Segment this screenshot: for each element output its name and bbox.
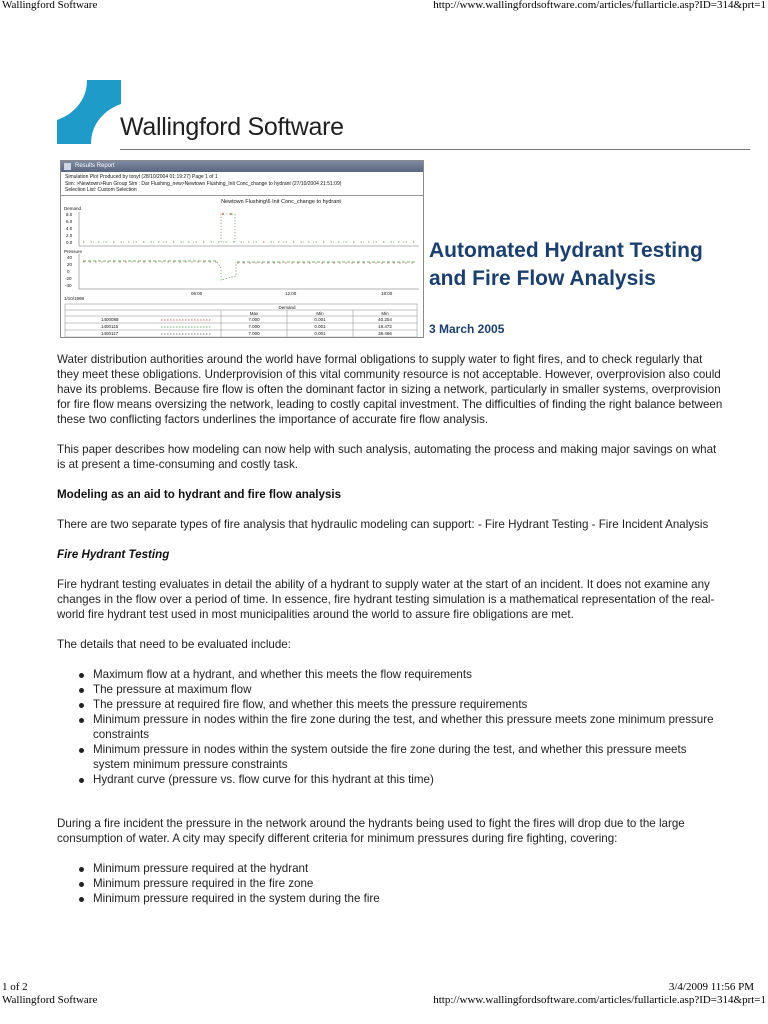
wallingford-logo [57, 80, 121, 144]
paragraph: There are two separate types of fire analysis that hydraulic modeling can support: - Fire Hydrant Testing - Fire Incident Analysis [57, 518, 709, 531]
list-item: Maximum flow at a hydrant, and whether this meets the flow requirements [79, 667, 725, 682]
table-col-header: Min [381, 311, 389, 316]
screenshot-chart [61, 196, 424, 338]
demand-tick: 4.0 [66, 226, 73, 231]
list-item: The pressure at maximum flow [79, 682, 725, 697]
print-footer-timestamp: 3/4/2009 11:56 PM [668, 981, 754, 993]
pressure-tick: 40 [67, 255, 73, 260]
pressure-tick: 20 [67, 262, 73, 267]
header-divider [120, 149, 750, 150]
table-row-id: 1400115 [101, 324, 119, 329]
screenshot-window-title: Results Report [61, 161, 423, 172]
list-item: Hydrant curve (pressure vs. flow curve for this hydrant at this time) [79, 772, 725, 787]
table-cell: 0.001 [314, 317, 326, 322]
criteria-list [79, 861, 725, 906]
list-item: Minimum pressure required at the hydrant [79, 861, 725, 876]
pressure-tick: -20 [65, 276, 72, 281]
list-item: The pressure at required fire flow, and whether this meets the pressure requirements [79, 697, 725, 712]
print-footer-page: 1 of 2 [2, 981, 28, 993]
details-list [79, 667, 725, 787]
table-cell: 7.000 [248, 317, 260, 322]
x-tick: 12:00 [285, 291, 297, 296]
table-col-header: Min [316, 311, 324, 316]
table-cell: 38.466 [378, 331, 392, 336]
demand-axis-label: Demand [64, 206, 82, 211]
brand-name[interactable]: Wallingford Software [120, 113, 344, 141]
table-row-id: 1400117 [101, 331, 119, 336]
demand-tick: 8.0 [66, 212, 73, 217]
demand-tick: 0.0 [66, 240, 73, 245]
list-item: Minimum pressure in nodes within the fire zone during the test, and whether this pressure meets zone minimum pressure constraints [79, 712, 725, 742]
pressure-axis-label: Pressure [64, 249, 83, 254]
screenshot-info [61, 172, 423, 196]
screenshot-chart-title: Newtown Flushing\6 Init Conc_change to hydrant [221, 199, 341, 205]
table-cell: 19.472 [378, 324, 392, 329]
table-group-header: Demand [278, 305, 296, 310]
article-title: Automated Hydrant Testing and Fire Flow Analysis [429, 239, 703, 290]
screenshot-info-line: Sim: >Newtown>Run Group Sim : Dar Flushing_new>Newtown Flushing_Init Conc_change to hydrant (27/10/2004 21:51:09) [65, 180, 342, 187]
table-col-header: Max [249, 311, 259, 316]
table-cell: 7.000 [248, 331, 260, 336]
list-item: Minimum pressure in nodes within the system outside the fire zone during the test, and whether this pressure meets system minimum pressure constraints [79, 742, 725, 772]
screenshot-info-line: Simulation Plot Produced by tonyt (28/10/2004 01:19:27) Page 1 of 1 [65, 174, 218, 180]
article-date: 3 March 2005 [429, 322, 505, 336]
print-footer-site: Wallingford Software [2, 994, 98, 1006]
print-header-url[interactable]: http://www.wallingfordsoftware.com/articles/fullarticle.asp?ID=314&prt=1 [433, 0, 766, 11]
x-tick: 06:00 [191, 291, 203, 296]
table-row-id: 1400088 [101, 317, 119, 322]
screenshot-info-line: Selection List: Custom Selection [65, 187, 137, 193]
x-tick: 18:00 [381, 291, 393, 296]
list-item: Minimum pressure required in the system during the fire [79, 891, 725, 906]
section-heading: Modeling as an aid to hydrant and fire flow analysis [57, 488, 342, 501]
print-header-site: Wallingford Software [2, 0, 98, 11]
table-cell: 40.254 [378, 317, 392, 322]
print-footer-url[interactable]: http://www.wallingfordsoftware.com/articles/fullarticle.asp?ID=314&prt=1 [433, 994, 766, 1006]
paragraph: Fire hydrant testing evaluates in detail the ability of a hydrant to supply water at the start of an incident. It does not examine any changes in the flow over a period of time. In essence, fire hydrant testing simulation is a mathematical representation of the real-world fire hydrant test used in most municipalities around the world to assure fire obligations are met. [57, 578, 715, 621]
paragraph: This paper describes how modeling can now help with such analysis, automating the process and making major savings on what is at present a time-consuming and costly task. [57, 443, 717, 471]
x-date: 1/10/1998 [64, 296, 85, 301]
demand-tick: 2.0 [66, 233, 73, 238]
results-report-screenshot [60, 160, 424, 338]
list-item: Minimum pressure required in the fire zone [79, 876, 725, 891]
paragraph: The details that need to be evaluated include: [57, 638, 291, 651]
pressure-tick: -40 [65, 283, 72, 288]
table-cell: 0.001 [314, 331, 326, 336]
table-cell: 0.001 [314, 324, 326, 329]
demand-tick: 6.0 [66, 219, 73, 224]
article-body [57, 352, 725, 921]
subsection-heading: Fire Hydrant Testing [57, 548, 170, 561]
table-cell: 7.000 [248, 324, 260, 329]
paragraph: During a fire incident the pressure in the network around the hydrants being used to fight the fires will drop due to the large consumption of water. A city may specify different criteria for minimum pressures during fire fighting, covering: [57, 817, 685, 845]
pressure-tick: 0 [67, 269, 70, 274]
paragraph: Water distribution authorities around the world have formal obligations to supply water to fight fires, and to check regularly that they meet these obligations. Underprovision of this vital community resource is not acceptable. However, overprovision also could have its problems. Because fire flow is often the dominant factor in sizing a network, particularly in smaller systems, overprovision for fire flow means oversizing the network, leading to costly capital investment. The difficulties of finding the right balance between these two conflicting factors underlines the importance of accurate fire flow analysis. [57, 353, 723, 426]
